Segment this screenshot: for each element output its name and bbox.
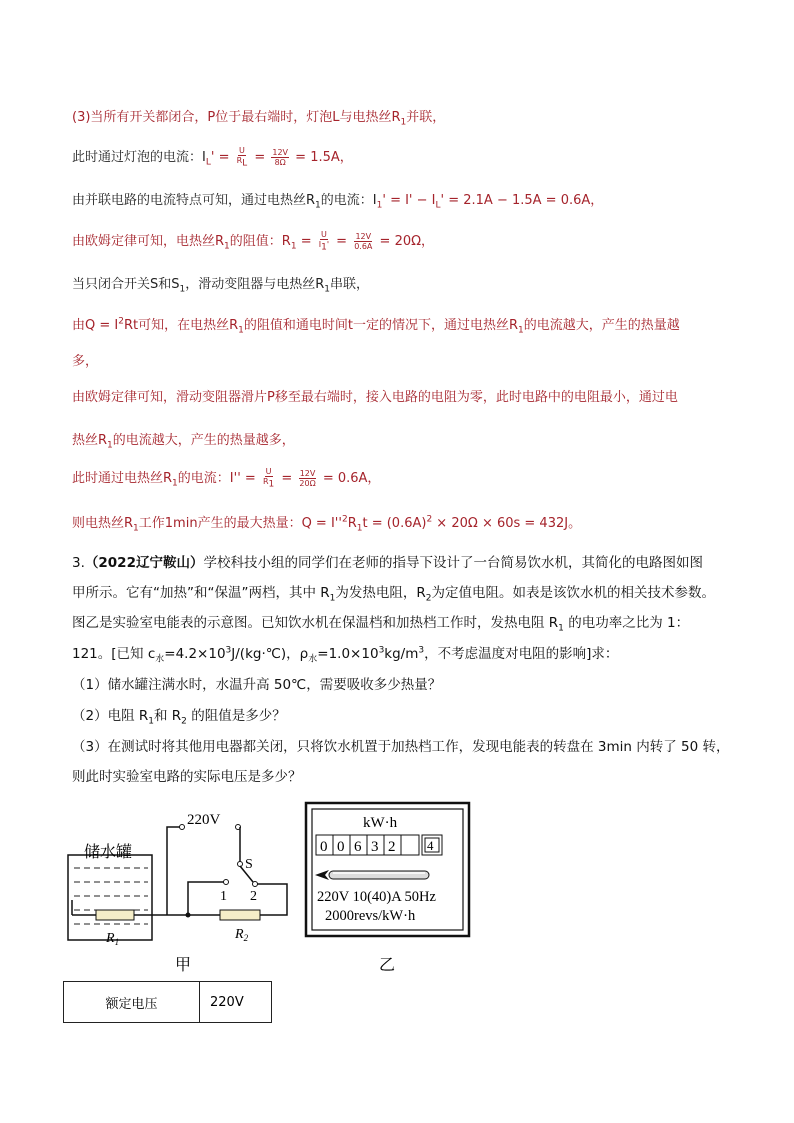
table-row: [64, 982, 272, 1023]
meter-dial-indicator: [315, 870, 429, 880]
fraction-12v-over-06a: $\frac{12V}{0.6A}$: [354, 232, 373, 251]
energy-meter: [303, 800, 473, 975]
solution-line-4: 由欧姆定律可知，电热丝$R_1$的阻值：$R_1$ = $\frac{U}{I_1'}$ = $\frac{12V}{0.6A}$ = 20Ω，: [72, 230, 435, 253]
fraction-12v-over-8ohm: $\frac{12V}{8\Omega}$: [272, 148, 289, 167]
meter-digit: 2: [388, 839, 396, 855]
fraction-u-over-i1: $\frac{U}{I_1'}$: [318, 230, 330, 253]
solution-line-8: 由欧姆定律可知，滑动变阻器滑片P移至最右端时，接入电路的电阻为零，此时电路中的电阻最小，通过电: [72, 390, 678, 405]
switch-label: S: [245, 857, 253, 872]
resistor-r1: [96, 910, 134, 920]
meter-spec-1: 220V 10(40)A 50Hz: [317, 889, 436, 905]
solution-line-1: (3)当所有开关都闭合，P位于最右端时，灯泡L与电热丝$R_1$并联，: [72, 110, 446, 128]
fraction-u-over-rl: $\frac{U}{R_L}$: [236, 146, 248, 169]
solution-line-2: 此时通过灯泡的电流：$I_L'$ = $\frac{U}{R_L}$ = $\frac{12V}{8\Omega}$ = 1.5A，: [72, 146, 353, 169]
problem-line-4: 121。[已知 $c_水=4.2\times 10^3J/(kg\cdot℃)$，$\rho_水=1.0\times 10^3kg/m^3$，不考虑温度对电阻的影响]求：: [72, 645, 619, 665]
switch-pivot: [238, 862, 243, 867]
problem-line-3: 图乙是实验室电能表的示意图。已知饮水机在保温档和加热档工作时，发热电阻 $R_1$ 的电功率之比为 1：: [72, 615, 690, 634]
solution-line-3: 由并联电路的电流特点可知，通过电热丝$R_1$的电流：$I_1' = I' - I_L' = 2.1A - 1.5A = 0.6A$，: [72, 193, 604, 211]
solution-line-5: 当只闭合开关S和$S_1$，滑动变阻器与电热丝$R_1$串联，: [72, 277, 370, 295]
question-2: （2）电阻 $R_1$和 $R_2$ 的阻值是多少？: [72, 708, 286, 727]
table-value-cell: 220V: [200, 982, 272, 1023]
parameter-table: [63, 981, 272, 1023]
solution-line-7: 多，: [72, 354, 99, 369]
solution-line-6: 由$Q = I^2Rt$可知，在电热丝$R_1$的阻值和通电时间t一定的情况下，通过电热丝$R_1$的电流越大，产生的热量越: [72, 316, 680, 336]
meter-digit-decimal: 4: [427, 838, 434, 853]
meter-digit: 0: [320, 839, 328, 855]
figure-jia-caption: 甲: [175, 957, 192, 974]
contact-2-label: 2: [250, 889, 257, 904]
meter-digit: 6: [354, 839, 362, 855]
circuit-diagram: [60, 800, 300, 975]
solution-line-10: 此时通过电热丝$R_1$的电流：I'' = $\frac{U}{R_1}$ = $\frac{12V}{20\Omega}$ = 0.6A，: [72, 467, 381, 490]
meter-spec-2: 2000revs/kW·h: [325, 908, 416, 924]
solution-line-11: 则电热丝$R_1$工作1min产生的最大热量：$Q = I''^2R_1t = (0.6A)^2 \times 20\Omega \times 60s = 432J$。: [72, 514, 582, 534]
fraction-u-over-r1: $\frac{U}{R_1}$: [262, 467, 275, 490]
fraction-12v-over-20ohm: $\frac{12V}{20\Omega}$: [299, 469, 316, 488]
question-3-line-1: （3）在测试时将其他用电器都关闭，只将饮水机置于加热档工作，发现电能表的转盘在 3min 内转了 50 转，: [72, 739, 730, 755]
question-3-line-2: 则此时实验室电路的实际电压是多少？: [72, 769, 302, 785]
resistor-r2: [220, 910, 260, 920]
meter-unit: kW·h: [363, 815, 398, 831]
figure-yi-caption: 乙: [379, 957, 396, 974]
solution-line-9: 热丝$R_1$的电流越大，产生的热量越多，: [72, 433, 295, 451]
question-1: （1）储水罐注满水时，水温升高 50℃，需要吸收多少热量？: [72, 677, 442, 693]
problem-line-1: 3.（2022辽宁鞍山）学校科技小组的同学们在老师的指导下设计了一台简易饮水机，其简化的电路图如图: [72, 555, 703, 571]
tank-label: 储水罐: [84, 844, 133, 861]
r2-label: $R_2$: [235, 927, 249, 943]
voltage-label: 220V: [187, 812, 221, 828]
problem-line-2: 甲所示。它有“加热”和“保温”两档，其中 $R_1$为发热电阻，$R_2$为定值电阻。如表是该饮水机的相关技术参数。: [72, 585, 716, 604]
meter-digit: 0: [337, 839, 345, 855]
contact-1-label: 1: [220, 889, 227, 904]
r1-label: $R_1$: [106, 931, 120, 947]
meter-digit: 3: [371, 839, 379, 855]
table-label-cell: 额定电压: [64, 982, 200, 1023]
